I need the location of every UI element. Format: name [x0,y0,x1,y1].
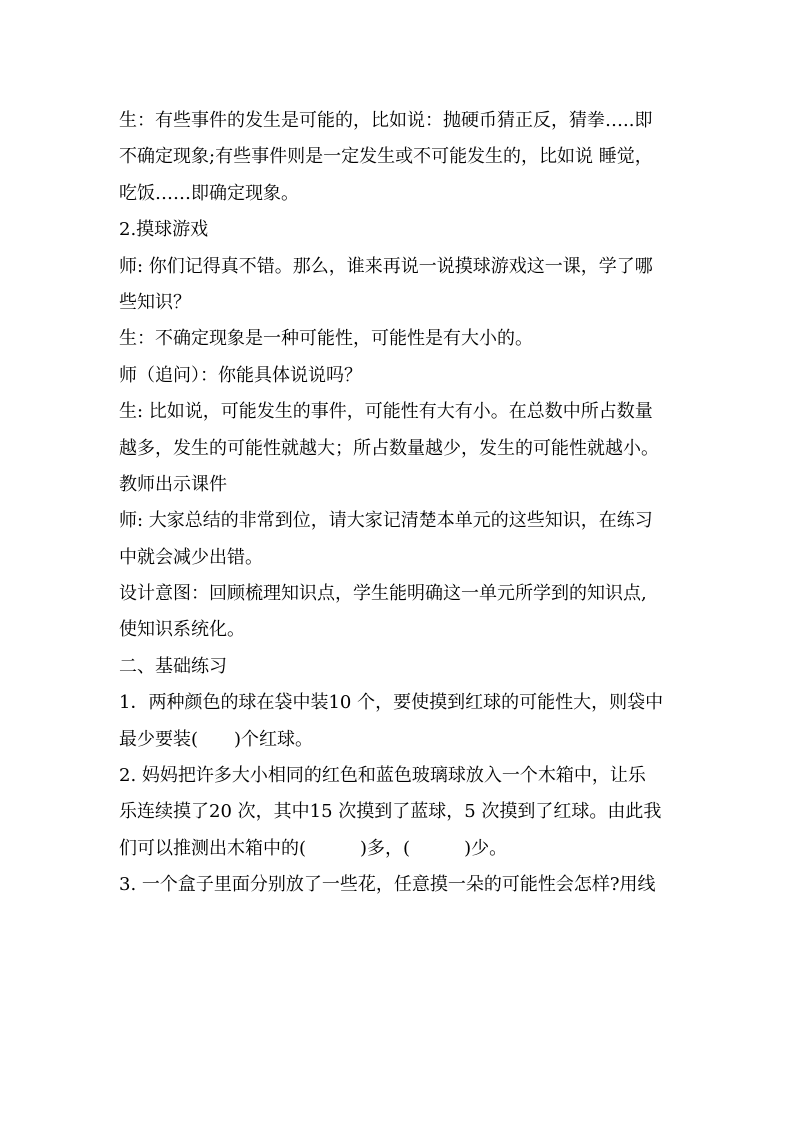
text-line: 教师出示课件 [119,473,227,495]
text-line: 些知识？ [119,291,191,313]
text-line: 师: 大家总结的非常到位，请大家记清楚本单元的这些知识，在练习 [119,510,653,532]
text-line: 生：有些事件的发生是可能的，比如说：抛硬币猜正反，猜拳…..即 [119,110,653,131]
text-line: 师: 你们记得真不错。那么，谁来再说一说摸球游戏这一课，学了哪 [119,255,653,277]
exercise-1-line: 1．两种颜色的球在袋中装10 个，要使摸到红球的可能性大，则袋中 [119,692,664,714]
text-line: 越多，发生的可能性就越大；所占数量越少，发生的可能性就越小。 [119,437,659,459]
text-line: 不确定现象;有些事件则是一定发生或不可能发生的，比如说 睡觉， [119,146,653,168]
text-line: 中就会减少出错。 [119,546,263,568]
exercise-2-line: 们可以推测出木箱中的( )多，( )少。 [119,837,508,859]
section-heading-ball-game: 2.摸球游戏 [119,219,209,241]
exercise-3-line: 3. 一个盒子里面分别放了一些花，任意摸一朵的可能性会怎样?用线 [119,874,656,896]
exercise-2-line: 2. 妈妈把许多大小相同的红色和蓝色玻璃球放入一个木箱中，让乐 [119,765,646,787]
text-line: 生：不确定现象是一种可能性，可能性是有大小的。 [119,328,533,350]
text-line: 生: 比如说，可能发生的事件，可能性有大有小。在总数中所占数量 [119,401,653,423]
text-line: 师（追问）：你能具体说说吗？ [119,364,362,386]
document-body [119,103,684,904]
section-heading-basic-practice: 二、基础练习 [119,655,227,677]
design-intent-line: 设计意图：回顾梳理知识点，学生能明确这一单元所学到的知识点, [119,583,647,605]
text-line: 吃饭……即确定现象。 [119,182,299,204]
exercise-1-line: 最少要装( )个红球。 [119,728,314,750]
exercise-2-line: 乐连续摸了20 次，其中15 次摸到了蓝球，5 次摸到了红球。由此我 [119,801,662,823]
design-intent-line: 使知识系统化。 [119,619,245,641]
